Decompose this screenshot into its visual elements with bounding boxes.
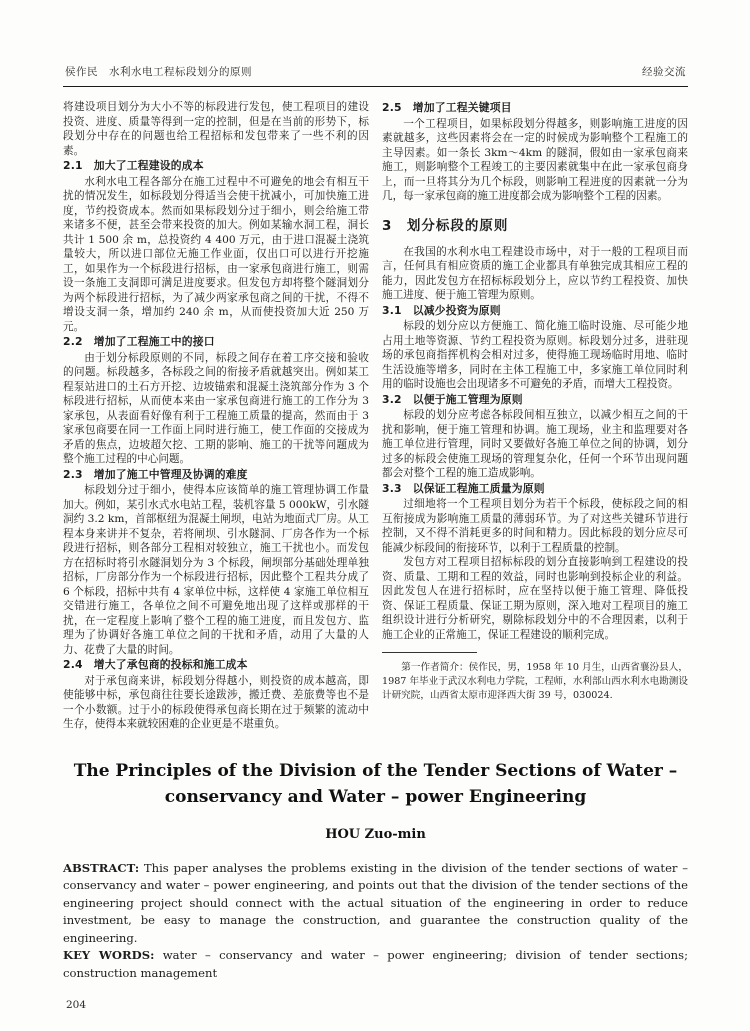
english-section — [63, 758, 688, 983]
section-heading: 2.5 增加了工程关键项目 — [382, 101, 512, 114]
article-body — [63, 100, 688, 732]
paragraph: 标段划分过于细小，使得本应该简单的施工管理协调工作量加大。例如，某引水式水电站工程，装机容量 5 000kW，引水隧洞约 3.2 km，首部枢纽为混凝土闸坝，电站为地面式厂房。从工程本身来讲并不复杂，若将闸坝、引水隧洞、厂房各作为一个标段进行招标，则各部分工程相对较独立，施工干扰也小。而发包方在招标时将引水隧洞划分为 3 个标段，闸坝部分基础处理单独招标，厂房部分作为一个标段进行招标，因此整个工程共分成了 6 个标段，招标中共有 4 家单位中标，这样使 4 家施工单位相互交错进行施工，各单位之间不可避免地出现了这样或那样的干扰，在一定程度上影响了整个工程的施工进度，而且发包方、监理为了协调好各施工单位之间的干扰和矛盾，动用了大量的人力、花费了大量的时间。 — [63, 484, 369, 656]
paragraph: 由于划分标段原则的不同，标段之间存在着工序交接和验收的问题。标段越多，各标段之间的衔接矛盾就越突出。例如某工程泵站进口的土石方开挖、边坡锚索和混凝土浇筑部分作为 3 个标段进行招标，从而使本来由一家承包商进行施工的工作分为 3 家承包，从表面看好像有利于工程施工质量的提高，然而由于 3 家承包商要在同一工作面上同时进行施工，使工作面的交接成为矛盾的焦点，边坡超欠挖、工期的影响、施工的干扰等问题成为整个施工过程的中心问题。 — [63, 351, 369, 465]
paragraph: 标段的划分应考虑各标段间相互独立，以减少相互之间的干扰和影响，便于施工管理和协调。施工现场，业主和监理要对各施工单位进行管理，同时又要做好各施工单位之间的协调，划分过多的标段会使施工现场的管理复杂化，任何一个环节出现问题都会对整个工程的施工造成影响。 — [382, 409, 688, 479]
abstract-text: This paper analyses the problems existing in the division of the tender sections of water – conservancy and water – power engineering, and points out that the division of the tender sections of the engineering project should connect with the actual situation of the engineering in order to reduce investment, be easy to manage the construction, and guarantee the construction quality of the engineering. — [63, 860, 688, 945]
section-heading: 2.3 增加了施工中管理及协调的难度 — [63, 467, 248, 481]
keywords-label: KEY WORDS: — [63, 948, 155, 963]
paragraph: 标段的划分应以方便施工、简化施工临时设施、尽可能少地占用土地等资源、节约工程投资为原则。标段划分过多，进驻现场的承包商指挥机构会相对过多，使得施工现场临时用地、临时生活设施等增多，同时在主体工程施工中，多家施工单位同时利用的临时设施也会出现诸多不可避免的矛盾，而增大工程投资。 — [382, 320, 688, 390]
column-label: 经验交流 — [642, 66, 686, 78]
paragraph: 水利水电工程各部分在施工过程中不可避免的地会有相互干扰的情况发生，如标段划分得适当会使干扰减小，可加快施工进度，节约投资成本。然而如果标段划分过于细小，则会给施工带来诸多不便，甚至会带来投资的加大。例如某输水洞工程，洞长共计 1 500 余 m，总投资约 4 400 万元，由于进口混凝土浇筑量较大，所以进口部位无施工作业面，仅出口可以进行开挖施工，如果作为一个标段进行招标，由一家承包商进行施工，则需设一条施工支洞即可满足进度要求。但发包方却将整个隧洞划分为两个标段进行招标，为了减少两家承包商之间的干扰，不得不增设支洞一条，增加约 240 余 m，从而使投资加大近 250 万元。 — [63, 175, 369, 333]
section-heading: 3.1 以减少投资为原则 — [382, 303, 501, 317]
english-author: HOU Zuo-min — [325, 826, 426, 842]
paragraph: 一个工程项目，如果标段划分得越多，则影响施工进度的因素就越多，这些因素将会在一定的时候成为影响整个工程施工的主导因素。如一条长 3km～4km 的隧洞，假如由一家承包商来施工，则影响整个工程竣工的主要因素就集中在此一家承包商身上，而一旦将其分为几个标段，则影响工程进度的因素就一分为几，每一家承包商的施工进度都会成为影响整个工程的因素。 — [382, 117, 688, 202]
section-heading: 3.2 以便于施工管理为原则 — [382, 392, 523, 406]
footnote-divider — [382, 652, 477, 653]
paragraph: 过细地将一个工程项目划分为若干个标段，使标段之间的相互衔接成为影响施工质量的薄弱环节。为了对这些关键环节进行控制，又不得不消耗更多的时间和精力。因此标段的划分应尽可能减少标段间的衔接环节，以利于工程质量的控制。 — [382, 498, 688, 554]
section-heading: 3.3 以保证工程施工质量为原则 — [382, 481, 545, 495]
page-footer — [63, 999, 688, 1011]
chapter-heading: 3 划分标段的原则 — [382, 217, 509, 234]
page-number: 204 — [66, 998, 87, 1011]
running-title: 侯作民 水利水电工程标段划分的原则 — [65, 66, 252, 78]
paragraph: 对于承包商来讲，标段划分得越小，则投资的成本越高，即使能够中标，承包商往往要长途跋涉，搬迁费、差旅费等也不是一个小数额。过于小的标段使得承包商长期在过于频繁的流动中生存，使得本来就较困难的企业更是不堪重负。 — [63, 674, 369, 730]
paragraph: 在我国的水利水电工程建设市场中，对于一般的工程项目而言，任何具有相应资质的施工企业都具有单独完成其相应工程的能力，因此发包方在招标标段划分上，应以节约工程投资、加快施工进度、便于施工管理为原则。 — [382, 245, 688, 301]
keywords — [63, 947, 688, 982]
right-column — [382, 100, 688, 732]
abstract — [63, 860, 688, 948]
left-column — [63, 100, 369, 732]
english-title: The Principles of the Division of the Tender Sections of Water – conservancy and Water – power Engineering — [73, 760, 678, 807]
paragraph: 将建设项目划分为大小不等的标段进行发包，使工程项目的建设投资、进度、质量等得到一定的控制，但是在当前的形势下，标段划分中存在的问题也给工程招标和发包带来了一些不利的因素。 — [63, 101, 369, 157]
keywords-text: water – conservancy and water – power engineering; division of tender sections; construction management — [63, 948, 688, 981]
running-header — [63, 64, 688, 87]
section-heading: 2.2 增加了工程施工中的接口 — [63, 335, 215, 348]
section-heading: 2.1 加大了工程建设的成本 — [63, 159, 204, 172]
paragraph: 发包方对工程项目招标标段的划分直接影响到工程建设的投资、质量、工期和工程的效益，同时也影响到投标企业的利益。因此发包人在进行招标时，应在坚持以便于施工管理、降低投资、保证工程质量、保证工期为原则，深入地对工程项目的施工组织设计进行分析研究，剔除标段划分中的不合理因素，以利于施工企业的正常施工，保证工程建设的顺利完成。 — [382, 556, 688, 641]
section-heading: 2.4 增大了承包商的投标和施工成本 — [63, 658, 248, 671]
author-bio: 第一作者简介：侯作民，男，1958 年 10 月生，山西省襄汾县人，1987 年毕业于武汉水利电力学院，工程师，水利部山西水利水电勘测设计研究院，山西省太原市迎泽西大街 39 号，030024. — [382, 662, 688, 701]
abstract-label: ABSTRACT: — [63, 860, 140, 875]
